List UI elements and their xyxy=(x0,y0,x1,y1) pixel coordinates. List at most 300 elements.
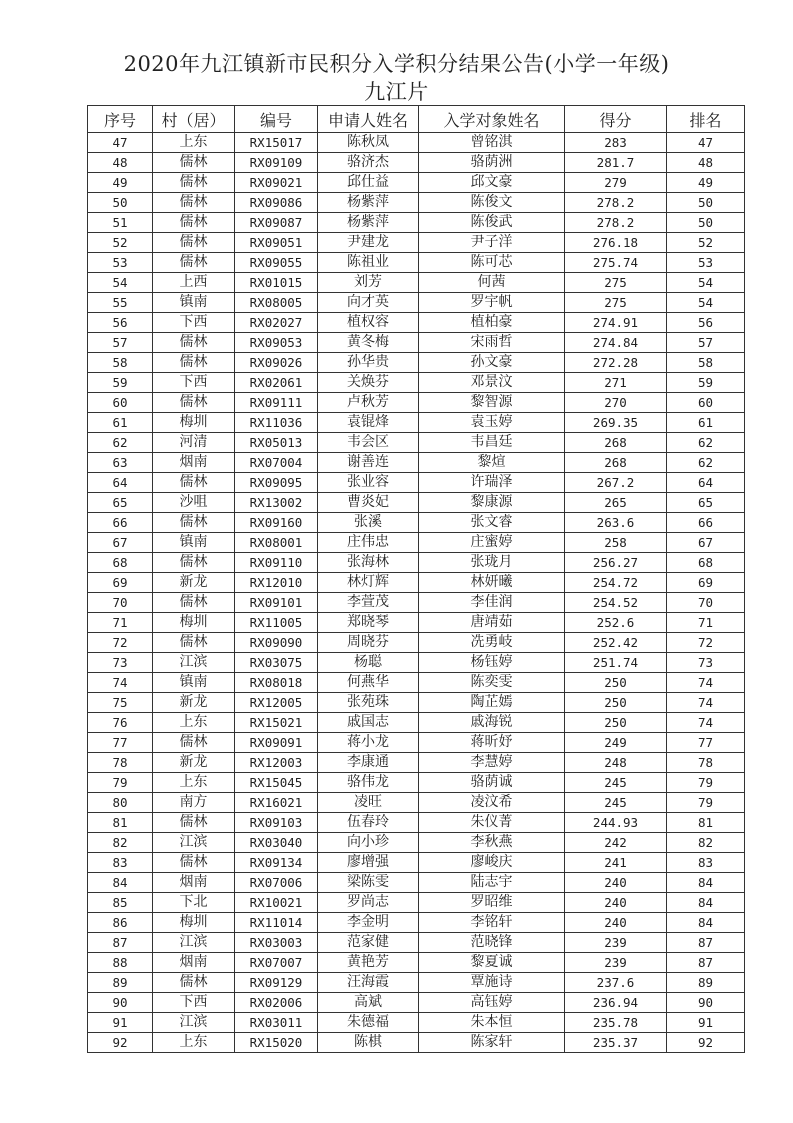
cell-code: RX03011 xyxy=(235,1013,318,1033)
cell-score: 274.84 xyxy=(565,333,667,353)
cell-code: RX12010 xyxy=(235,573,318,593)
cell-index: 66 xyxy=(88,513,153,533)
cell-index: 50 xyxy=(88,193,153,213)
cell-index: 49 xyxy=(88,173,153,193)
cell-score: 239 xyxy=(565,933,667,953)
table-row xyxy=(88,673,745,693)
cell-score: 250 xyxy=(565,713,667,733)
cell-village: 儒林 xyxy=(153,473,235,493)
cell-village: 儒林 xyxy=(153,973,235,993)
cell-applicant: 庄伟忠 xyxy=(318,533,419,553)
cell-student: 冼勇岐 xyxy=(419,633,565,653)
cell-applicant: 张海林 xyxy=(318,553,419,573)
cell-index: 62 xyxy=(88,433,153,453)
cell-score: 275 xyxy=(565,273,667,293)
cell-index: 48 xyxy=(88,153,153,173)
cell-village: 镇南 xyxy=(153,533,235,553)
table-row xyxy=(88,193,745,213)
cell-code: RX03003 xyxy=(235,933,318,953)
cell-village: 南方 xyxy=(153,793,235,813)
cell-village: 上东 xyxy=(153,1033,235,1053)
cell-index: 87 xyxy=(88,933,153,953)
cell-score: 241 xyxy=(565,853,667,873)
cell-code: RX16021 xyxy=(235,793,318,813)
table-row xyxy=(88,293,745,313)
cell-applicant: 刘芳 xyxy=(318,273,419,293)
cell-applicant: 张溪 xyxy=(318,513,419,533)
cell-village: 沙咀 xyxy=(153,493,235,513)
cell-rank: 49 xyxy=(667,173,745,193)
cell-code: RX02027 xyxy=(235,313,318,333)
cell-rank: 89 xyxy=(667,973,745,993)
cell-student: 高钰婷 xyxy=(419,993,565,1013)
cell-village: 儒林 xyxy=(153,393,235,413)
cell-applicant: 林灯辉 xyxy=(318,573,419,593)
cell-code: RX09129 xyxy=(235,973,318,993)
cell-student: 黎煊 xyxy=(419,453,565,473)
cell-code: RX13002 xyxy=(235,493,318,513)
cell-index: 86 xyxy=(88,913,153,933)
cell-student: 韦昌廷 xyxy=(419,433,565,453)
cell-index: 68 xyxy=(88,553,153,573)
cell-index: 72 xyxy=(88,633,153,653)
table-row xyxy=(88,693,745,713)
cell-score: 274.91 xyxy=(565,313,667,333)
cell-rank: 82 xyxy=(667,833,745,853)
cell-student: 陈奕雯 xyxy=(419,673,565,693)
cell-student: 范晓锋 xyxy=(419,933,565,953)
cell-village: 下西 xyxy=(153,373,235,393)
cell-score: 235.37 xyxy=(565,1033,667,1053)
cell-score: 275 xyxy=(565,293,667,313)
cell-code: RX08018 xyxy=(235,673,318,693)
cell-rank: 79 xyxy=(667,773,745,793)
header-rank: 排名 xyxy=(667,106,745,133)
cell-village: 江滨 xyxy=(153,653,235,673)
cell-code: RX09160 xyxy=(235,513,318,533)
cell-applicant: 黄冬梅 xyxy=(318,333,419,353)
cell-village: 烟南 xyxy=(153,453,235,473)
table-row xyxy=(88,893,745,913)
cell-code: RX03040 xyxy=(235,833,318,853)
cell-village: 烟南 xyxy=(153,873,235,893)
cell-rank: 70 xyxy=(667,593,745,613)
cell-score: 250 xyxy=(565,693,667,713)
cell-index: 74 xyxy=(88,673,153,693)
cell-applicant: 杨紫萍 xyxy=(318,213,419,233)
table-row xyxy=(88,413,745,433)
cell-applicant: 陈秋凤 xyxy=(318,133,419,153)
cell-index: 60 xyxy=(88,393,153,413)
cell-rank: 71 xyxy=(667,613,745,633)
cell-village: 上东 xyxy=(153,773,235,793)
cell-score: 249 xyxy=(565,733,667,753)
cell-applicant: 李萱茂 xyxy=(318,593,419,613)
table-row xyxy=(88,1013,745,1033)
table-row xyxy=(88,213,745,233)
cell-rank: 48 xyxy=(667,153,745,173)
cell-code: RX07004 xyxy=(235,453,318,473)
cell-score: 252.42 xyxy=(565,633,667,653)
cell-student: 覃施诗 xyxy=(419,973,565,993)
cell-score: 256.27 xyxy=(565,553,667,573)
cell-index: 88 xyxy=(88,953,153,973)
cell-code: RX01015 xyxy=(235,273,318,293)
cell-applicant: 曹炎妃 xyxy=(318,493,419,513)
table-row xyxy=(88,453,745,473)
cell-student: 蒋昕妤 xyxy=(419,733,565,753)
cell-applicant: 黄艳芳 xyxy=(318,953,419,973)
cell-student: 陈家轩 xyxy=(419,1033,565,1053)
cell-student: 张珑月 xyxy=(419,553,565,573)
cell-code: RX09110 xyxy=(235,553,318,573)
cell-index: 57 xyxy=(88,333,153,353)
document-title: 2020年九江镇新市民积分入学积分结果公告(小学一年级) xyxy=(123,52,670,76)
table-row xyxy=(88,713,745,733)
cell-applicant: 陈祖业 xyxy=(318,253,419,273)
table-row xyxy=(88,1033,745,1053)
cell-village: 下北 xyxy=(153,893,235,913)
cell-rank: 47 xyxy=(667,133,745,153)
cell-index: 55 xyxy=(88,293,153,313)
cell-student: 许瑞泽 xyxy=(419,473,565,493)
cell-index: 92 xyxy=(88,1033,153,1053)
table-row xyxy=(88,873,745,893)
cell-code: RX12003 xyxy=(235,753,318,773)
cell-student: 邱文豪 xyxy=(419,173,565,193)
cell-rank: 60 xyxy=(667,393,745,413)
cell-rank: 78 xyxy=(667,753,745,773)
cell-applicant: 朱德福 xyxy=(318,1013,419,1033)
cell-score: 254.52 xyxy=(565,593,667,613)
cell-student: 黎夏诚 xyxy=(419,953,565,973)
cell-village: 上西 xyxy=(153,273,235,293)
cell-student: 张文睿 xyxy=(419,513,565,533)
cell-applicant: 高斌 xyxy=(318,993,419,1013)
cell-score: 248 xyxy=(565,753,667,773)
document-subtitle: 九江片 xyxy=(364,80,429,104)
table-row xyxy=(88,173,745,193)
cell-score: 267.2 xyxy=(565,473,667,493)
table-row xyxy=(88,813,745,833)
cell-code: RX02006 xyxy=(235,993,318,1013)
table-row xyxy=(88,373,745,393)
cell-rank: 54 xyxy=(667,273,745,293)
cell-applicant: 凌旺 xyxy=(318,793,419,813)
cell-index: 78 xyxy=(88,753,153,773)
cell-student: 罗昭维 xyxy=(419,893,565,913)
cell-rank: 84 xyxy=(667,893,745,913)
cell-index: 73 xyxy=(88,653,153,673)
cell-rank: 62 xyxy=(667,453,745,473)
cell-applicant: 李康通 xyxy=(318,753,419,773)
cell-rank: 77 xyxy=(667,733,745,753)
table-row xyxy=(88,973,745,993)
cell-rank: 92 xyxy=(667,1033,745,1053)
table-header-row xyxy=(88,106,745,133)
score-table xyxy=(87,105,745,1053)
cell-index: 52 xyxy=(88,233,153,253)
table-row xyxy=(88,353,745,373)
table-row xyxy=(88,333,745,353)
cell-village: 儒林 xyxy=(153,213,235,233)
cell-applicant: 尹建龙 xyxy=(318,233,419,253)
cell-village: 儒林 xyxy=(153,633,235,653)
cell-applicant: 伍春玲 xyxy=(318,813,419,833)
cell-rank: 90 xyxy=(667,993,745,1013)
cell-village: 儒林 xyxy=(153,193,235,213)
cell-student: 孙文豪 xyxy=(419,353,565,373)
cell-applicant: 罗尚志 xyxy=(318,893,419,913)
cell-score: 245 xyxy=(565,773,667,793)
cell-village: 镇南 xyxy=(153,293,235,313)
cell-village: 江滨 xyxy=(153,933,235,953)
cell-code: RX09053 xyxy=(235,333,318,353)
cell-village: 下西 xyxy=(153,993,235,1013)
cell-score: 263.6 xyxy=(565,513,667,533)
cell-student: 凌汶希 xyxy=(419,793,565,813)
cell-score: 281.7 xyxy=(565,153,667,173)
cell-student: 何茜 xyxy=(419,273,565,293)
table-row xyxy=(88,313,745,333)
table-row xyxy=(88,233,745,253)
cell-code: RX05013 xyxy=(235,433,318,453)
table-row xyxy=(88,833,745,853)
cell-index: 51 xyxy=(88,213,153,233)
cell-score: 240 xyxy=(565,893,667,913)
cell-score: 250 xyxy=(565,673,667,693)
table-row xyxy=(88,933,745,953)
cell-score: 240 xyxy=(565,913,667,933)
cell-student: 邓景汶 xyxy=(419,373,565,393)
cell-rank: 67 xyxy=(667,533,745,553)
header-code: 编号 xyxy=(235,106,318,133)
cell-village: 梅圳 xyxy=(153,913,235,933)
cell-score: 237.6 xyxy=(565,973,667,993)
cell-index: 82 xyxy=(88,833,153,853)
cell-student: 植柏豪 xyxy=(419,313,565,333)
cell-village: 上东 xyxy=(153,713,235,733)
header-score: 得分 xyxy=(565,106,667,133)
cell-village: 儒林 xyxy=(153,153,235,173)
cell-applicant: 张苑珠 xyxy=(318,693,419,713)
table-row xyxy=(88,533,745,553)
cell-rank: 68 xyxy=(667,553,745,573)
cell-applicant: 梁陈雯 xyxy=(318,873,419,893)
cell-index: 91 xyxy=(88,1013,153,1033)
cell-rank: 50 xyxy=(667,193,745,213)
cell-score: 278.2 xyxy=(565,213,667,233)
cell-student: 李慧婷 xyxy=(419,753,565,773)
cell-code: RX15020 xyxy=(235,1033,318,1053)
cell-score: 271 xyxy=(565,373,667,393)
cell-student: 曾铭淇 xyxy=(419,133,565,153)
cell-rank: 56 xyxy=(667,313,745,333)
cell-score: 251.74 xyxy=(565,653,667,673)
table-row xyxy=(88,793,745,813)
cell-code: RX11014 xyxy=(235,913,318,933)
cell-score: 269.35 xyxy=(565,413,667,433)
cell-code: RX09103 xyxy=(235,813,318,833)
cell-index: 79 xyxy=(88,773,153,793)
cell-code: RX07007 xyxy=(235,953,318,973)
header-index: 序号 xyxy=(88,106,153,133)
header-village: 村（居） xyxy=(153,106,235,133)
cell-rank: 87 xyxy=(667,933,745,953)
cell-applicant: 谢善连 xyxy=(318,453,419,473)
table-body xyxy=(88,133,745,1053)
cell-code: RX15021 xyxy=(235,713,318,733)
cell-rank: 87 xyxy=(667,953,745,973)
cell-student: 罗宇帆 xyxy=(419,293,565,313)
cell-applicant: 何燕华 xyxy=(318,673,419,693)
cell-rank: 57 xyxy=(667,333,745,353)
cell-index: 64 xyxy=(88,473,153,493)
cell-student: 尹子洋 xyxy=(419,233,565,253)
table-row xyxy=(88,733,745,753)
cell-applicant: 向小珍 xyxy=(318,833,419,853)
table-row xyxy=(88,153,745,173)
cell-village: 新龙 xyxy=(153,573,235,593)
table-row xyxy=(88,553,745,573)
cell-index: 47 xyxy=(88,133,153,153)
cell-village: 下西 xyxy=(153,313,235,333)
cell-rank: 91 xyxy=(667,1013,745,1033)
cell-student: 戚海锐 xyxy=(419,713,565,733)
table-row xyxy=(88,993,745,1013)
cell-score: 283 xyxy=(565,133,667,153)
cell-score: 272.28 xyxy=(565,353,667,373)
cell-code: RX08005 xyxy=(235,293,318,313)
cell-applicant: 袁锟烽 xyxy=(318,413,419,433)
cell-score: 276.18 xyxy=(565,233,667,253)
cell-score: 275.74 xyxy=(565,253,667,273)
table-row xyxy=(88,253,745,273)
cell-index: 83 xyxy=(88,853,153,873)
table-row xyxy=(88,433,745,453)
cell-village: 新龙 xyxy=(153,693,235,713)
cell-index: 70 xyxy=(88,593,153,613)
header-student: 入学对象姓名 xyxy=(419,106,565,133)
cell-rank: 66 xyxy=(667,513,745,533)
cell-index: 56 xyxy=(88,313,153,333)
cell-code: RX09101 xyxy=(235,593,318,613)
cell-village: 新龙 xyxy=(153,753,235,773)
cell-rank: 58 xyxy=(667,353,745,373)
cell-code: RX09090 xyxy=(235,633,318,653)
cell-code: RX12005 xyxy=(235,693,318,713)
cell-applicant: 汪海霞 xyxy=(318,973,419,993)
table-row xyxy=(88,853,745,873)
table-row xyxy=(88,753,745,773)
cell-applicant: 陈棋 xyxy=(318,1033,419,1053)
cell-applicant: 韦会区 xyxy=(318,433,419,453)
cell-score: 268 xyxy=(565,433,667,453)
table-row xyxy=(88,653,745,673)
cell-rank: 72 xyxy=(667,633,745,653)
cell-village: 烟南 xyxy=(153,953,235,973)
cell-rank: 81 xyxy=(667,813,745,833)
cell-index: 58 xyxy=(88,353,153,373)
cell-score: 265 xyxy=(565,493,667,513)
cell-score: 279 xyxy=(565,173,667,193)
table-row xyxy=(88,273,745,293)
cell-index: 61 xyxy=(88,413,153,433)
cell-code: RX07006 xyxy=(235,873,318,893)
cell-score: 239 xyxy=(565,953,667,973)
cell-student: 庄蜜婷 xyxy=(419,533,565,553)
cell-applicant: 李金明 xyxy=(318,913,419,933)
cell-village: 儒林 xyxy=(153,553,235,573)
cell-score: 252.6 xyxy=(565,613,667,633)
cell-rank: 73 xyxy=(667,653,745,673)
cell-applicant: 杨紫萍 xyxy=(318,193,419,213)
cell-applicant: 植权容 xyxy=(318,313,419,333)
cell-code: RX08001 xyxy=(235,533,318,553)
cell-rank: 84 xyxy=(667,873,745,893)
cell-index: 76 xyxy=(88,713,153,733)
cell-village: 儒林 xyxy=(153,173,235,193)
cell-village: 河清 xyxy=(153,433,235,453)
cell-village: 江滨 xyxy=(153,833,235,853)
cell-student: 陈俊武 xyxy=(419,213,565,233)
cell-village: 儒林 xyxy=(153,353,235,373)
cell-index: 59 xyxy=(88,373,153,393)
cell-village: 儒林 xyxy=(153,593,235,613)
cell-student: 杨钰婷 xyxy=(419,653,565,673)
cell-student: 陈俊文 xyxy=(419,193,565,213)
cell-applicant: 关焕芬 xyxy=(318,373,419,393)
cell-rank: 79 xyxy=(667,793,745,813)
cell-student: 李佳润 xyxy=(419,593,565,613)
cell-score: 244.93 xyxy=(565,813,667,833)
cell-code: RX09111 xyxy=(235,393,318,413)
cell-student: 宋雨哲 xyxy=(419,333,565,353)
cell-index: 77 xyxy=(88,733,153,753)
cell-student: 李秋燕 xyxy=(419,833,565,853)
cell-applicant: 郑晓琴 xyxy=(318,613,419,633)
cell-index: 81 xyxy=(88,813,153,833)
cell-applicant: 骆济杰 xyxy=(318,153,419,173)
cell-index: 71 xyxy=(88,613,153,633)
cell-applicant: 戚国志 xyxy=(318,713,419,733)
cell-index: 75 xyxy=(88,693,153,713)
cell-code: RX09086 xyxy=(235,193,318,213)
cell-code: RX11005 xyxy=(235,613,318,633)
cell-code: RX09087 xyxy=(235,213,318,233)
cell-code: RX09095 xyxy=(235,473,318,493)
cell-index: 53 xyxy=(88,253,153,273)
cell-rank: 50 xyxy=(667,213,745,233)
cell-student: 唐靖茹 xyxy=(419,613,565,633)
cell-rank: 74 xyxy=(667,673,745,693)
cell-rank: 52 xyxy=(667,233,745,253)
cell-student: 林妍曦 xyxy=(419,573,565,593)
cell-index: 85 xyxy=(88,893,153,913)
cell-student: 骆荫诚 xyxy=(419,773,565,793)
cell-village: 儒林 xyxy=(153,513,235,533)
cell-village: 江滨 xyxy=(153,1013,235,1033)
cell-village: 儒林 xyxy=(153,253,235,273)
cell-index: 80 xyxy=(88,793,153,813)
cell-index: 89 xyxy=(88,973,153,993)
table-row xyxy=(88,633,745,653)
cell-index: 69 xyxy=(88,573,153,593)
cell-village: 儒林 xyxy=(153,813,235,833)
cell-village: 镇南 xyxy=(153,673,235,693)
cell-rank: 54 xyxy=(667,293,745,313)
cell-applicant: 范家健 xyxy=(318,933,419,953)
